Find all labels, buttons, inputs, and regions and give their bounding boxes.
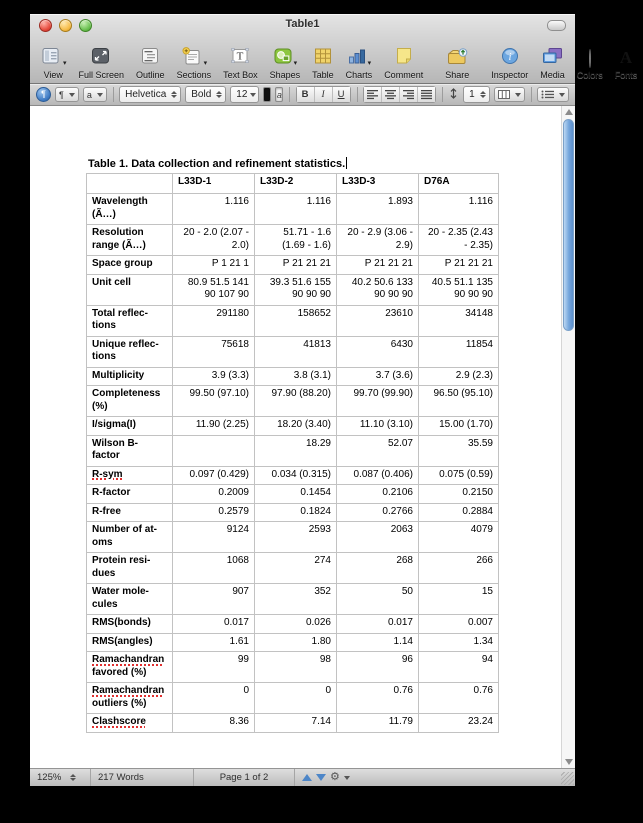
next-page-button[interactable] <box>316 774 326 781</box>
table-row <box>87 714 499 733</box>
table-row <box>87 503 499 522</box>
table-cell[interactable]: 1.80 <box>255 633 337 652</box>
row-label-cell[interactable] <box>87 652 173 683</box>
table-cell[interactable]: P 1 21 1 <box>173 256 255 275</box>
row-label-line: tions <box>92 351 116 362</box>
row-label-cell[interactable] <box>87 435 173 466</box>
row-label-line: Number of at- <box>92 524 157 535</box>
style-buttons <box>296 86 351 103</box>
media-icon <box>541 47 564 70</box>
table-header-row <box>87 174 499 194</box>
table-cell[interactable]: 11.90 (2.25) <box>173 417 255 436</box>
colors-icon <box>589 50 591 68</box>
row-label-cell[interactable] <box>87 225 173 256</box>
row-label-line: favored (%) <box>92 666 147 678</box>
table-row <box>87 522 499 553</box>
table-cell[interactable]: 75618 <box>173 336 255 367</box>
outline-icon <box>140 47 160 70</box>
font-color-well[interactable] <box>263 87 271 102</box>
row-label-cell[interactable] <box>87 714 173 733</box>
row-label-cell[interactable] <box>87 336 173 367</box>
table-cell[interactable]: 99.50 (97.10) <box>173 386 255 417</box>
table-cell[interactable]: 40.5 51.1 135 90 90 90 <box>419 274 499 305</box>
columns-icon <box>498 90 510 99</box>
toolbar-item-label: Charts <box>345 70 373 80</box>
zoom-button[interactable] <box>79 19 92 32</box>
toolbar-item-label: Shapes <box>269 70 301 80</box>
row-label-line: Multiplicity <box>92 369 145 381</box>
scroll-up-icon[interactable] <box>565 109 573 115</box>
table-cell[interactable]: 80.9 51.5 141 90 107 90 <box>173 274 255 305</box>
row-label-cell[interactable] <box>87 256 173 275</box>
table-cell[interactable]: P 21 21 21 <box>419 256 499 275</box>
table-cell[interactable]: 2593 <box>255 522 337 553</box>
table-cell[interactable]: 1.14 <box>337 633 419 652</box>
table-cell[interactable]: 266 <box>419 553 499 584</box>
toolbar-item-colors[interactable] <box>571 48 609 80</box>
table-cell[interactable]: 23610 <box>337 305 419 336</box>
table-cell[interactable]: 0.2884 <box>419 503 499 522</box>
table-cell[interactable]: 98 <box>255 652 337 683</box>
table-cell[interactable]: 1.116 <box>255 194 337 225</box>
font-size-combo[interactable]: 12 <box>230 86 259 103</box>
table-cell[interactable]: 0.075 (0.59) <box>419 466 499 485</box>
table-row <box>87 256 499 275</box>
stats-table <box>86 173 499 733</box>
chevron-down-icon <box>69 93 75 97</box>
column-header[interactable]: D76A <box>419 174 499 194</box>
document-title[interactable]: Table 1. Data collection and refinement statistics. <box>88 158 346 170</box>
table-cell[interactable]: 18.20 (3.40) <box>255 417 337 436</box>
document-title-line[interactable] <box>88 157 347 170</box>
list-icon <box>541 90 554 99</box>
table-cell[interactable]: 0.017 <box>173 615 255 634</box>
stepper-icon <box>479 90 487 99</box>
toolbar-item-label: Table <box>312 70 334 80</box>
text-cursor <box>346 157 347 169</box>
table-cell[interactable]: 96.50 (95.10) <box>419 386 499 417</box>
row-label-line: oms <box>92 536 113 548</box>
table-cell[interactable]: 97.90 (88.20) <box>255 386 337 417</box>
row-label-cell[interactable] <box>87 274 173 305</box>
character-style-dropdown[interactable]: a <box>83 87 107 102</box>
row-label-line: R-factor <box>92 487 131 498</box>
table-cell[interactable]: 268 <box>337 553 419 584</box>
toolbar-item-label: Sections <box>176 70 212 80</box>
inspector-icon <box>500 47 520 70</box>
textbox-icon <box>230 47 250 70</box>
comment-icon <box>394 47 414 70</box>
row-label-cell[interactable] <box>87 194 173 225</box>
toolbar-toggle-button[interactable] <box>547 20 566 31</box>
table-cell[interactable]: 11854 <box>419 336 499 367</box>
table-cell[interactable]: 35.59 <box>419 435 499 466</box>
table-cell[interactable]: 7.14 <box>255 714 337 733</box>
table-row <box>87 386 499 417</box>
document-area[interactable] <box>30 106 575 768</box>
share-icon <box>446 47 469 71</box>
table-cell[interactable]: 0.097 (0.429) <box>173 466 255 485</box>
row-label-line: (%) <box>92 400 108 412</box>
toolbar-item-fonts[interactable] <box>609 48 643 80</box>
zoom-level: 125% <box>37 772 62 783</box>
align-right-button[interactable] <box>399 87 417 102</box>
table-row <box>87 652 499 683</box>
font-family-select[interactable]: Helvetica <box>119 86 181 103</box>
column-header[interactable]: L33D-3 <box>337 174 419 194</box>
row-label-line: Space group <box>92 258 153 269</box>
table-cell[interactable]: 94 <box>419 652 499 683</box>
table-row <box>87 274 499 305</box>
row-label-line: Protein resi- <box>92 555 151 566</box>
table-cell[interactable]: P 21 21 21 <box>255 256 337 275</box>
table-cell[interactable]: 8.36 <box>173 714 255 733</box>
column-header[interactable] <box>87 174 173 194</box>
table-row <box>87 615 499 634</box>
align-left-button[interactable] <box>364 87 381 102</box>
table-cell[interactable]: 1.893 <box>337 194 419 225</box>
row-label-line: RMS(angles) <box>92 635 153 647</box>
row-label-cell[interactable] <box>87 386 173 417</box>
table-row <box>87 194 499 225</box>
toolbar-item-share[interactable] <box>439 48 475 80</box>
close-button[interactable] <box>39 19 52 32</box>
chevron-down-icon <box>515 93 521 97</box>
row-label-cell[interactable] <box>87 633 173 652</box>
toolbar-item-full-screen[interactable] <box>73 48 131 80</box>
table-cell[interactable]: 51.71 - 1.6 (1.69 - 1.6) <box>255 225 337 256</box>
table-cell[interactable]: 291180 <box>173 305 255 336</box>
stepper-icon <box>170 90 178 99</box>
table-cell[interactable]: 0.026 <box>255 615 337 634</box>
chevron-down-icon: ▾ <box>63 60 67 67</box>
table-cell[interactable]: P 21 21 21 <box>337 256 419 275</box>
table-cell[interactable]: 0.2579 <box>173 503 255 522</box>
toolbar-item-label: View <box>43 70 63 80</box>
window-title: Table1 <box>285 18 320 30</box>
minimize-button[interactable] <box>59 19 72 32</box>
resize-grip[interactable] <box>561 772 574 785</box>
table-cell[interactable]: 1068 <box>173 553 255 584</box>
toolbar-item-label: Outline <box>136 70 165 80</box>
page-indicator: Page 1 of 2 <box>194 769 295 786</box>
table-cell[interactable]: 0 <box>173 683 255 714</box>
table-cell[interactable]: 99 <box>173 652 255 683</box>
table-cell[interactable]: 96 <box>337 652 419 683</box>
scroll-down-icon[interactable] <box>565 759 573 765</box>
table-cell[interactable]: 274 <box>255 553 337 584</box>
row-label-cell[interactable] <box>87 584 173 615</box>
row-label-line: dues <box>92 567 116 579</box>
table-cell[interactable]: 907 <box>173 584 255 615</box>
fullscreen-icon <box>91 47 111 70</box>
vertical-scrollbar[interactable] <box>561 106 575 768</box>
row-label-cell[interactable] <box>87 305 173 336</box>
toolbar-item-charts[interactable] <box>340 48 379 80</box>
toolbar-item-sections[interactable] <box>171 48 218 80</box>
paragraph-style-dropdown[interactable]: ¶ <box>55 87 79 102</box>
table-cell[interactable]: 11.10 (3.10) <box>337 417 419 436</box>
zoom-control[interactable] <box>30 769 91 786</box>
row-label-cell[interactable] <box>87 485 173 504</box>
row-label-line: Unit cell <box>92 276 131 288</box>
format-bar <box>30 84 575 106</box>
row-label-cell[interactable] <box>87 503 173 522</box>
word-count: 217 Words <box>91 769 194 786</box>
paragraph-style-icon[interactable]: ¶ <box>36 87 51 102</box>
row-label-line: Clashscore <box>92 716 146 727</box>
table-cell[interactable]: 6430 <box>337 336 419 367</box>
typeface-select[interactable]: Bold <box>185 86 226 103</box>
row-label-cell[interactable] <box>87 367 173 386</box>
table-cell[interactable]: 0 <box>255 683 337 714</box>
page-nav <box>295 769 357 786</box>
table-row <box>87 553 499 584</box>
table-cell[interactable]: 1.116 <box>173 194 255 225</box>
table-cell[interactable]: 11.79 <box>337 714 419 733</box>
chevron-down-icon <box>97 93 103 97</box>
table-row <box>87 485 499 504</box>
toolbar-item-label: Colors <box>576 70 603 80</box>
table-cell[interactable]: 0.087 (0.406) <box>337 466 419 485</box>
table-cell[interactable]: 99.70 (99.90) <box>337 386 419 417</box>
toolbar-item-table[interactable] <box>306 48 340 80</box>
toolbar-item-shapes[interactable] <box>264 48 307 80</box>
table-cell[interactable]: 23.24 <box>419 714 499 733</box>
toolbar <box>30 34 638 83</box>
toolbar-item-label: Media <box>540 70 565 80</box>
table-cell[interactable]: 52.07 <box>337 435 419 466</box>
chevron-down-icon <box>344 776 350 780</box>
table-row <box>87 633 499 652</box>
svg-text:i: i <box>508 52 512 63</box>
table-cell[interactable]: 0.034 (0.315) <box>255 466 337 485</box>
line-spacing-icon <box>448 88 459 102</box>
table-cell[interactable]: 0.1454 <box>255 485 337 504</box>
table-cell[interactable]: 41813 <box>255 336 337 367</box>
fonts-icon: A <box>619 48 633 67</box>
row-label-cell[interactable] <box>87 683 173 714</box>
underline-button[interactable]: U <box>332 87 350 102</box>
table-cell[interactable]: 0.017 <box>337 615 419 634</box>
status-bar <box>30 768 575 786</box>
toolbar-item-label: Comment <box>384 70 424 80</box>
table-row <box>87 417 499 436</box>
table-row <box>87 225 499 256</box>
toolbar-item-inspector[interactable] <box>485 48 534 80</box>
table-row <box>87 305 499 336</box>
shapes-icon <box>273 47 293 70</box>
toolbar-item-media[interactable] <box>534 48 571 80</box>
toolbar-item-label: Inspector <box>491 70 529 80</box>
row-label-line: range (Ã…) <box>92 239 146 251</box>
table-cell[interactable]: 0.2009 <box>173 485 255 504</box>
svg-text:T: T <box>236 50 244 63</box>
table-cell[interactable]: 158652 <box>255 305 337 336</box>
table-cell[interactable]: 15 <box>419 584 499 615</box>
table-cell[interactable]: 3.9 (3.3) <box>173 367 255 386</box>
row-label-line: Wilson B- <box>92 437 139 449</box>
table-cell[interactable]: 0.76 <box>337 683 419 714</box>
chevron-down-icon <box>250 93 256 97</box>
row-label-line: (Ã…) <box>92 208 116 220</box>
table-cell[interactable]: 9124 <box>173 522 255 553</box>
table-cell[interactable]: 20 - 2.9 (3.06 - 2.9) <box>337 225 419 256</box>
toolbar-item-text-box[interactable] <box>217 48 264 80</box>
table-cell[interactable]: 1.61 <box>173 633 255 652</box>
row-label-cell[interactable] <box>87 553 173 584</box>
line-spacing-stepper[interactable]: 1 <box>463 86 490 103</box>
table-cell[interactable]: 352 <box>255 584 337 615</box>
list-style-dropdown[interactable] <box>537 87 569 102</box>
table-cell[interactable]: 18.29 <box>255 435 337 466</box>
table-cell[interactable]: 0.2106 <box>337 485 419 504</box>
table-cell[interactable]: 3.8 (3.1) <box>255 367 337 386</box>
row-label-line: R-free <box>92 505 121 517</box>
table-cell[interactable]: 3.7 (3.6) <box>337 367 419 386</box>
table-icon <box>313 47 333 70</box>
row-label-cell[interactable] <box>87 522 173 553</box>
italic-button[interactable]: I <box>314 87 332 102</box>
app-window <box>30 14 638 786</box>
row-label-line: R-sym <box>92 468 123 480</box>
table-cell[interactable]: 4079 <box>419 522 499 553</box>
row-label-line: RMS(bonds) <box>92 617 151 628</box>
table-row <box>87 683 499 714</box>
row-label-line: I/sigma(I) <box>92 419 136 430</box>
row-label-line: Total reflec- <box>92 307 148 319</box>
chevron-down-icon: ▾ <box>203 60 208 67</box>
table-cell[interactable]: 39.3 51.6 155 90 90 90 <box>255 274 337 305</box>
row-label-cell[interactable] <box>87 417 173 436</box>
table-cell[interactable]: 0.1824 <box>255 503 337 522</box>
row-label-line: Resolution <box>92 227 144 238</box>
row-label-line: Wavelength <box>92 196 148 207</box>
row-label-cell[interactable] <box>87 615 173 634</box>
toolbar-item-view[interactable] <box>34 48 73 80</box>
table-cell[interactable]: 0.2766 <box>337 503 419 522</box>
row-label-line: Ramachandran <box>92 654 165 665</box>
chevron-down-icon: ▾ <box>367 60 372 67</box>
row-label-line: outliers (%) <box>92 697 147 709</box>
row-label-line: cules <box>92 598 118 610</box>
toolbar-item-label: Full Screen <box>78 70 125 80</box>
table-cell[interactable]: 1.34 <box>419 633 499 652</box>
row-label-line: Water mole- <box>92 586 149 597</box>
table-cell[interactable]: 2.9 (2.3) <box>419 367 499 386</box>
table-cell[interactable]: 20 - 2.0 (2.07 - 2.0) <box>173 225 255 256</box>
toolbar-item-label: Text Box <box>223 70 258 80</box>
toolbar-item-outline[interactable] <box>130 48 171 80</box>
table-row <box>87 367 499 386</box>
table-cell[interactable]: 34148 <box>419 305 499 336</box>
toolbar-item-label: Fonts <box>614 70 638 80</box>
table-row <box>87 584 499 615</box>
table-cell[interactable]: 20 - 2.35 (2.43 - 2.35) <box>419 225 499 256</box>
chevron-down-icon: ▾ <box>293 60 298 67</box>
row-label-line: tions <box>92 320 116 331</box>
row-label-line: factor <box>92 450 120 461</box>
column-header[interactable]: L33D-2 <box>255 174 337 194</box>
column-header[interactable]: L33D-1 <box>173 174 255 194</box>
gear-icon[interactable]: ⚙ <box>330 771 340 783</box>
table-cell[interactable]: 0.76 <box>419 683 499 714</box>
table-row <box>87 435 499 466</box>
table-row <box>87 336 499 367</box>
table-cell[interactable]: 0.2150 <box>419 485 499 504</box>
table-cell[interactable] <box>173 435 255 466</box>
stepper-icon <box>69 773 77 782</box>
alignment-buttons <box>363 86 436 103</box>
align-center-button[interactable] <box>381 87 399 102</box>
columns-dropdown[interactable] <box>494 87 525 102</box>
row-label-cell[interactable] <box>87 466 173 485</box>
previous-page-button[interactable] <box>302 774 312 781</box>
row-label-line: Completeness <box>92 388 161 399</box>
view-icon <box>40 47 62 70</box>
table-cell[interactable]: 40.2 50.6 133 90 90 90 <box>337 274 419 305</box>
align-justify-button[interactable] <box>417 87 435 102</box>
charts-icon <box>347 47 367 70</box>
title-bar[interactable] <box>30 14 575 34</box>
toolbar-item-label: Share <box>445 70 470 80</box>
stepper-icon <box>215 90 223 99</box>
row-label-line: Ramachandran <box>92 685 165 696</box>
sections-icon <box>181 47 203 71</box>
table-cell[interactable]: 2063 <box>337 522 419 553</box>
chevron-down-icon <box>559 93 565 97</box>
table-cell[interactable]: 15.00 (1.70) <box>419 417 499 436</box>
toolbar-item-comment[interactable] <box>378 48 429 80</box>
table-cell[interactable]: 1.116 <box>419 194 499 225</box>
table-cell[interactable]: 0.007 <box>419 615 499 634</box>
table-row <box>87 466 499 485</box>
table-cell[interactable]: 50 <box>337 584 419 615</box>
window-chrome <box>30 14 638 84</box>
highlight-color-well[interactable]: a <box>275 87 283 102</box>
row-label-line: Unique reflec- <box>92 338 159 350</box>
bold-button[interactable]: B <box>297 87 314 102</box>
scrollbar-thumb[interactable] <box>563 119 574 331</box>
